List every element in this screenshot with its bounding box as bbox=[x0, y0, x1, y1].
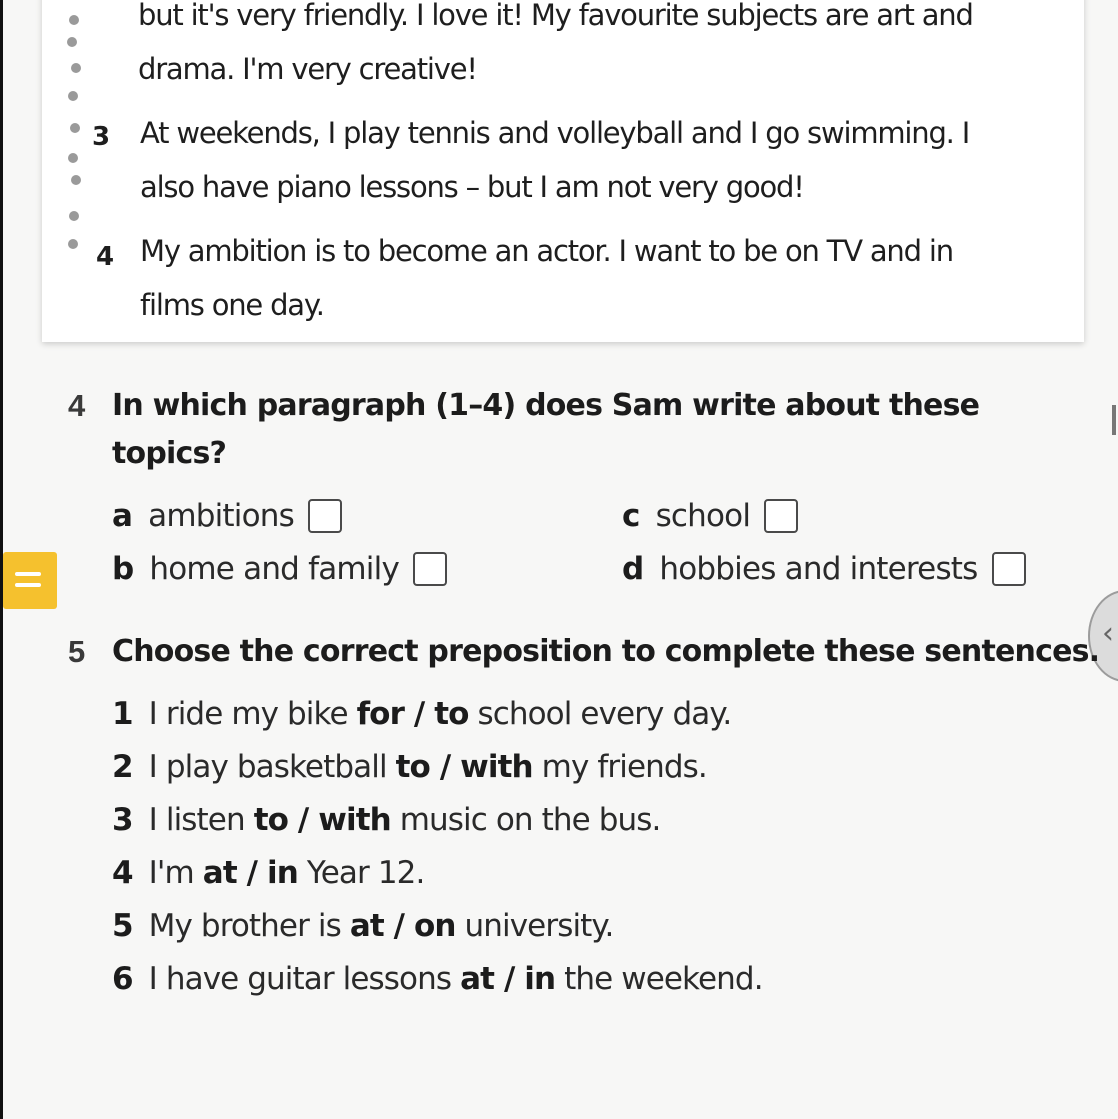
option-text: hobbies and interests bbox=[659, 551, 978, 587]
sentence-number: 3 bbox=[112, 802, 133, 838]
choice-a[interactable]: at bbox=[202, 855, 237, 891]
option-letter: a bbox=[112, 498, 133, 534]
sentence-3 bbox=[112, 802, 660, 838]
sentence-6 bbox=[112, 961, 763, 997]
sentence-text-start: My brother is bbox=[148, 908, 350, 944]
notebook-card bbox=[42, 0, 1084, 342]
choice-b[interactable]: with bbox=[460, 749, 533, 785]
paragraph-number-3: 3 bbox=[92, 122, 111, 152]
answer-box-b[interactable] bbox=[413, 552, 447, 586]
option-letter: c bbox=[622, 498, 640, 534]
option-text: ambitions bbox=[148, 498, 294, 534]
option-a bbox=[112, 498, 342, 534]
choice-b[interactable]: in bbox=[524, 961, 556, 997]
exercise-5-number: 5 bbox=[68, 634, 86, 669]
choice-b[interactable]: on bbox=[414, 908, 456, 944]
choice-separator: / bbox=[403, 696, 435, 732]
sentence-number: 2 bbox=[112, 749, 133, 785]
choice-b[interactable]: with bbox=[318, 802, 391, 838]
spiral-binding bbox=[64, 0, 94, 310]
card-line-6: films one day. bbox=[140, 288, 324, 322]
sentence-text-end: the weekend. bbox=[555, 961, 763, 997]
choice-b[interactable]: to bbox=[434, 696, 469, 732]
sentence-number: 6 bbox=[112, 961, 133, 997]
choice-b[interactable]: in bbox=[266, 855, 298, 891]
sentence-text-end: school every day. bbox=[468, 696, 732, 732]
sentence-number: 1 bbox=[112, 696, 133, 732]
sentence-text-start: I play basketball bbox=[148, 749, 396, 785]
option-c bbox=[622, 498, 798, 534]
option-letter: b bbox=[112, 551, 134, 587]
exercise-4-title-line2: topics? bbox=[112, 436, 227, 471]
note-icon[interactable] bbox=[3, 552, 57, 609]
sentence-2 bbox=[112, 749, 707, 785]
note-icon-line bbox=[15, 583, 41, 587]
card-line-5: My ambition is to become an actor. I want to be on TV and in bbox=[140, 234, 953, 268]
option-b bbox=[112, 551, 447, 587]
sentence-1 bbox=[112, 696, 731, 732]
choice-separator: / bbox=[288, 802, 319, 838]
card-line-1: but it's very friendly. I love it! My favourite subjects are art and bbox=[138, 0, 973, 32]
option-text: school bbox=[655, 498, 751, 534]
choice-separator: / bbox=[236, 855, 267, 891]
choice-separator: / bbox=[383, 908, 414, 944]
sentence-text-start: I ride my bike bbox=[148, 696, 357, 732]
card-line-4: also have piano lessons – but I am not very good! bbox=[140, 170, 804, 204]
choice-a[interactable]: for bbox=[356, 696, 404, 732]
chevron-left-icon: ‹ bbox=[1102, 616, 1114, 651]
margin-mark bbox=[1112, 405, 1116, 435]
sentence-text-end: my friends. bbox=[532, 749, 707, 785]
answer-box-d[interactable] bbox=[992, 552, 1026, 586]
exercise-4-number: 4 bbox=[68, 388, 86, 423]
exercise-4-title-line1: In which paragraph (1–4) does Sam write about these bbox=[112, 388, 980, 423]
sentence-text-end: music on the bus. bbox=[390, 802, 661, 838]
choice-separator: / bbox=[494, 961, 525, 997]
choice-separator: / bbox=[429, 749, 461, 785]
sentence-text-start: I listen bbox=[148, 802, 254, 838]
option-d bbox=[622, 551, 1026, 587]
choice-a[interactable]: to bbox=[253, 802, 289, 838]
choice-a[interactable]: at bbox=[460, 961, 495, 997]
choice-a[interactable]: to bbox=[395, 749, 430, 785]
paragraph-number-4: 4 bbox=[96, 242, 115, 272]
option-text: home and family bbox=[149, 551, 399, 587]
sentence-number: 5 bbox=[112, 908, 133, 944]
sentence-text-start: I have guitar lessons bbox=[148, 961, 461, 997]
answer-box-c[interactable] bbox=[764, 499, 798, 533]
answer-box-a[interactable] bbox=[308, 499, 342, 533]
choice-a[interactable]: at bbox=[349, 908, 384, 944]
sentence-number: 4 bbox=[112, 855, 133, 891]
sentence-text-end: university. bbox=[455, 908, 614, 944]
card-line-2: drama. I'm very creative! bbox=[138, 52, 477, 86]
note-icon-line bbox=[15, 572, 41, 576]
sentence-4 bbox=[112, 855, 424, 891]
sentence-text-end: Year 12. bbox=[297, 855, 425, 891]
sentence-5 bbox=[112, 908, 613, 944]
option-letter: d bbox=[622, 551, 644, 587]
sentence-text-start: I'm bbox=[148, 855, 203, 891]
exercise-5-title: Choose the correct preposition to complete these sentences. bbox=[112, 634, 1100, 669]
card-line-3: At weekends, I play tennis and volleyball and I go swimming. I bbox=[140, 116, 970, 150]
